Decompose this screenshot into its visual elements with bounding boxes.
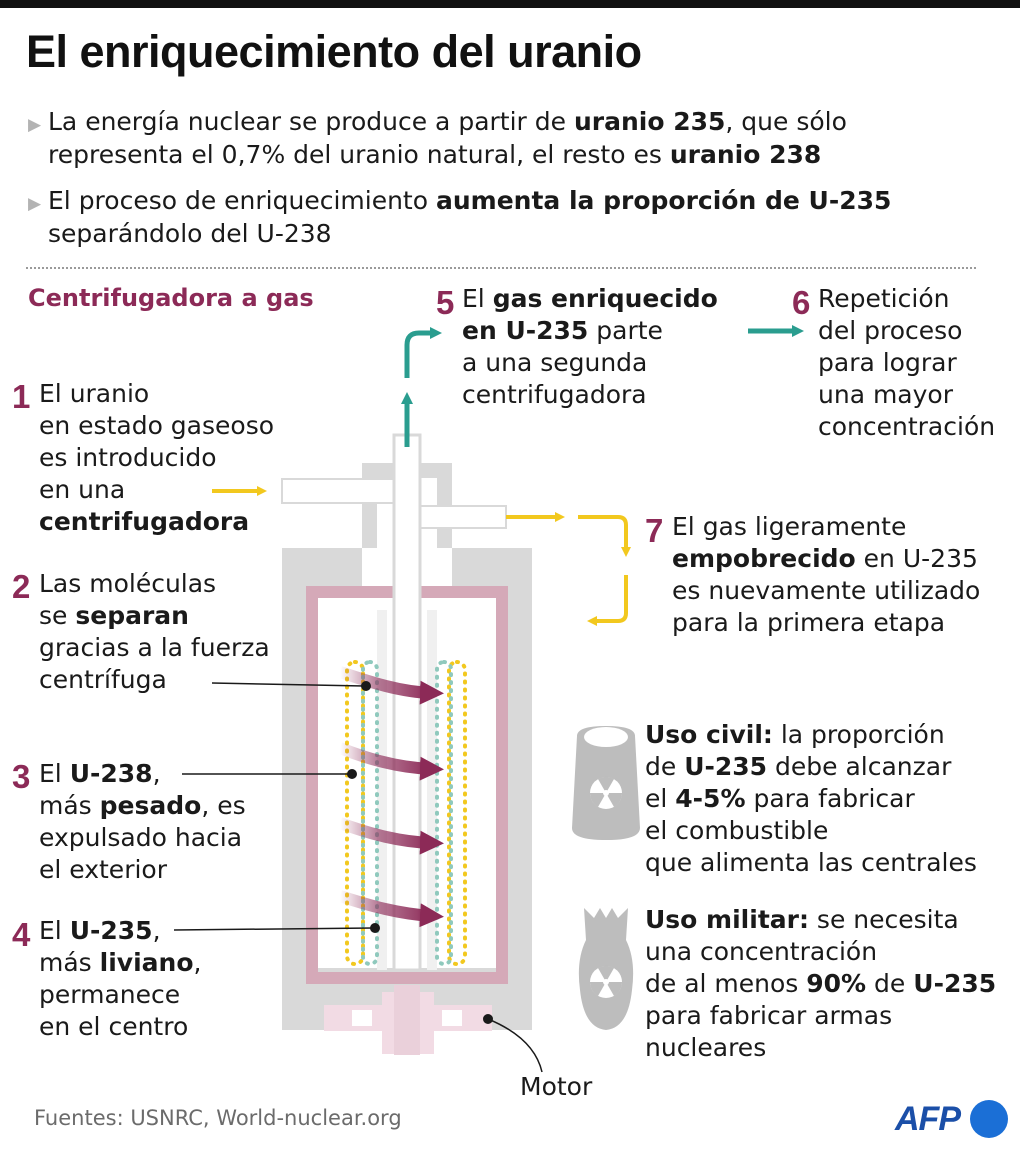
step-2-label: Las moléculas se separan gracias a la fuerza centrífuga bbox=[39, 569, 270, 694]
afp-logo-dot bbox=[970, 1100, 1008, 1138]
bomb-icon bbox=[579, 908, 633, 1030]
step-2-number: 2 bbox=[12, 568, 31, 605]
step-6-number: 6 bbox=[792, 284, 811, 321]
triangle-bullet-icon: ▶ bbox=[28, 115, 42, 135]
fuel-pellet-icon bbox=[572, 726, 640, 840]
page-title: El enriquecimiento del uranio bbox=[26, 26, 642, 77]
central-shaft bbox=[394, 435, 420, 970]
step-5-number: 5 bbox=[436, 284, 455, 321]
military-use-text: Uso militar: se necesita una concentración de al menos 90% de U-235 para fabricar armas nucleares bbox=[645, 905, 997, 1062]
step-4-number: 4 bbox=[12, 916, 31, 953]
step-4-label: El U-235, más liviano, permanece en el centro bbox=[39, 916, 202, 1041]
afp-logo: AFP bbox=[895, 1100, 960, 1138]
motor-label: Motor bbox=[520, 1072, 593, 1101]
step-3-number: 3 bbox=[12, 758, 31, 795]
outlet-pipe bbox=[412, 506, 506, 528]
step-7-number: 7 bbox=[645, 512, 664, 549]
source-credit: Fuentes: USNRC, World-nuclear.org bbox=[34, 1106, 402, 1130]
section-title: Centrifugadora a gas bbox=[28, 284, 314, 312]
step-6-label: Repetición del proceso para lograr una mayor concentración bbox=[818, 284, 996, 441]
step-1-label: El uranio en estado gaseoso es introducido en una centrifugadora bbox=[39, 379, 275, 536]
civil-use-text: Uso civil: la proporción de U-235 debe alcanzar el 4-5% para fabricar el combustible que alimenta las centrales bbox=[645, 720, 977, 877]
inlet-pipe bbox=[282, 479, 402, 503]
step-7-label: El gas ligeramente empobrecido en U-235 es nuevamente utilizado para la primera etapa bbox=[672, 512, 981, 637]
step-1-number: 1 bbox=[12, 378, 31, 415]
triangle-bullet-icon: ▶ bbox=[28, 194, 42, 214]
step-5-label: El gas enriquecido en U-235 parte a una segunda centrifugadora bbox=[462, 284, 718, 409]
step-3-label: El U-238, más pesado, es expulsado hacia el exterior bbox=[39, 759, 246, 884]
